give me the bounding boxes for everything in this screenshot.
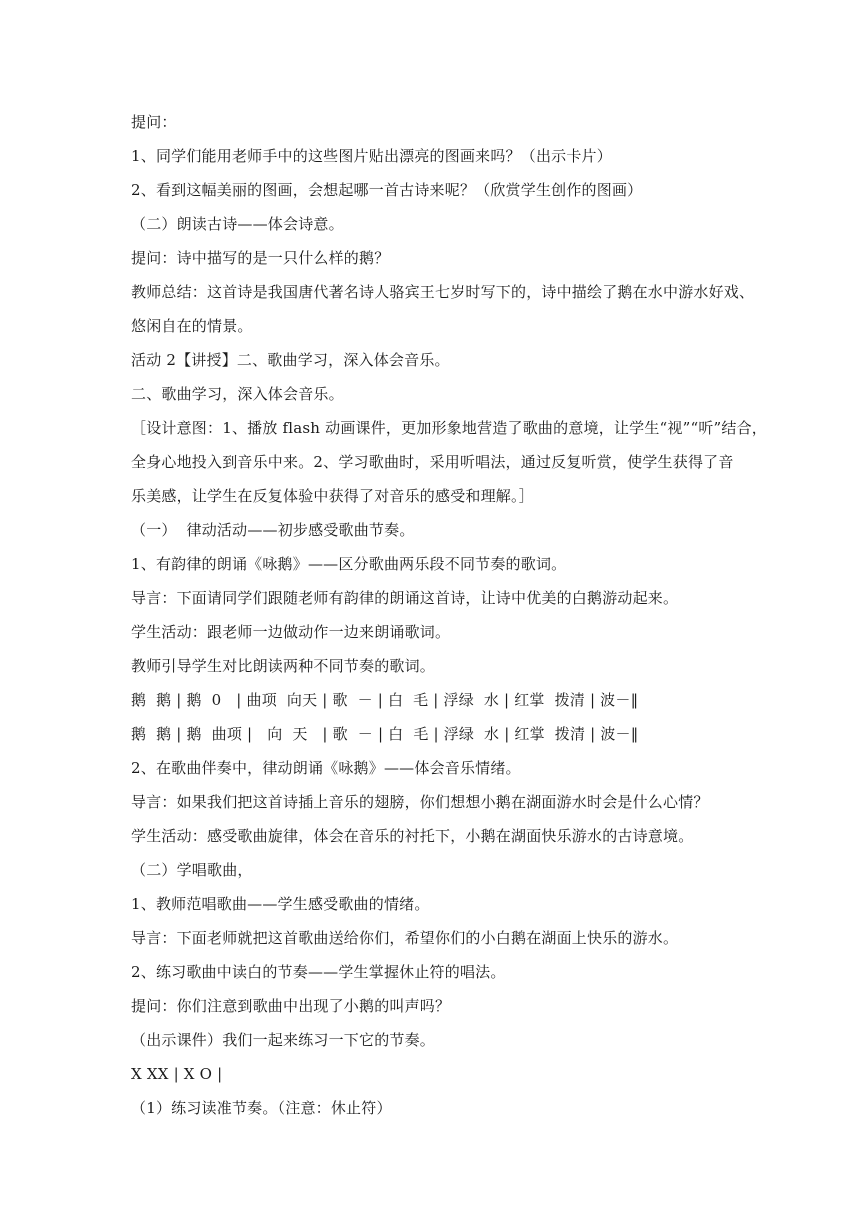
text-line: 乐美感，让学生在反复体验中获得了对音乐的感受和理解。］ [131, 487, 534, 505]
text-line: （二）朗读古诗——体会诗意。 [131, 215, 344, 233]
text-line: 提问：诗中描写的是一只什么样的鹅？ [131, 249, 390, 267]
text-line: （一） 律动活动——初步感受歌曲节奏。 [131, 521, 415, 539]
text-line: ［设计意图：1、播放 flash 动画课件，更加形象地营造了歌曲的意境，让学生“视”“听”结合， [131, 419, 768, 437]
text-line: 二、歌曲学习，深入体会音乐。 [131, 385, 344, 403]
text-line: 教师总结：这首诗是我国唐代著名诗人骆宾王七岁时写下的，诗中描绘了鹅在水中游水好戏、 [131, 283, 755, 301]
text-line: 2、练习歌曲中读白的节奏——学生掌握休止符的唱法。 [131, 963, 506, 981]
text-line: 提问： [131, 113, 177, 131]
rhythm-notation: X XX | X O | [131, 1065, 223, 1083]
text-line: 活动 2【讲授】二、歌曲学习，深入体会音乐。 [131, 351, 450, 369]
text-line: 导言：下面老师就把这首歌曲送给你们，希望你们的小白鹅在湖面上快乐的游水。 [131, 929, 679, 947]
rhythm-line: 鹅 鹅 | 鹅 曲项 | 向 天 | 歌 － | 白 毛 | 浮绿 水 | 红掌 拨清 | 波－‖ [131, 725, 639, 743]
text-line: 2、看到这幅美丽的图画，会想起哪一首古诗来呢？（欣赏学生创作的图画） [131, 181, 643, 199]
text-line: 全身心地投入到音乐中来。2、学习歌曲时，采用听唱法，通过反复听赏，使学生获得了音 [131, 453, 734, 471]
text-line: （出示课件）我们一起来练习一下它的节奏。 [131, 1031, 436, 1049]
text-line: 学生活动：感受歌曲旋律，体会在音乐的衬托下，小鹅在湖面快乐游水的古诗意境。 [131, 827, 694, 845]
text-line: 2、在歌曲伴奏中，律动朗诵《咏鹅》——体会音乐情绪。 [131, 759, 521, 777]
text-line: 1、教师范唱歌曲——学生感受歌曲的情绪。 [131, 895, 430, 913]
text-line: （1）练习读准节奏。（注意：休止符） [131, 1099, 392, 1117]
text-line: 导言：下面请同学们跟随老师有韵律的朗诵这首诗，让诗中优美的白鹅游动起来。 [131, 589, 679, 607]
text-line: 1、同学们能用老师手中的这些图片贴出漂亮的图画来吗？（出示卡片） [131, 147, 612, 165]
text-line: 学生活动：跟老师一边做动作一边来朗诵歌词。 [131, 623, 451, 641]
text-line: （二）学唱歌曲， [131, 861, 253, 879]
text-line: 提问：你们注意到歌曲中出现了小鹅的叫声吗？ [131, 997, 451, 1015]
text-line: 教师引导学生对比朗读两种不同节奏的歌词。 [131, 657, 436, 675]
rhythm-line: 鹅 鹅 | 鹅 0 | 曲项 向天 | 歌 － | 白 毛 | 浮绿 水 | 红掌 拨清 | 波－‖ [131, 691, 639, 709]
text-line: 悠闲自在的情景。 [131, 317, 253, 335]
text-line: 导言：如果我们把这首诗插上音乐的翅膀，你们想想小鹅在湖面游水时会是什么心情？ [131, 793, 709, 811]
text-line: 1、有韵律的朗诵《咏鹅》——区分歌曲两乐段不同节奏的歌词。 [131, 555, 567, 573]
